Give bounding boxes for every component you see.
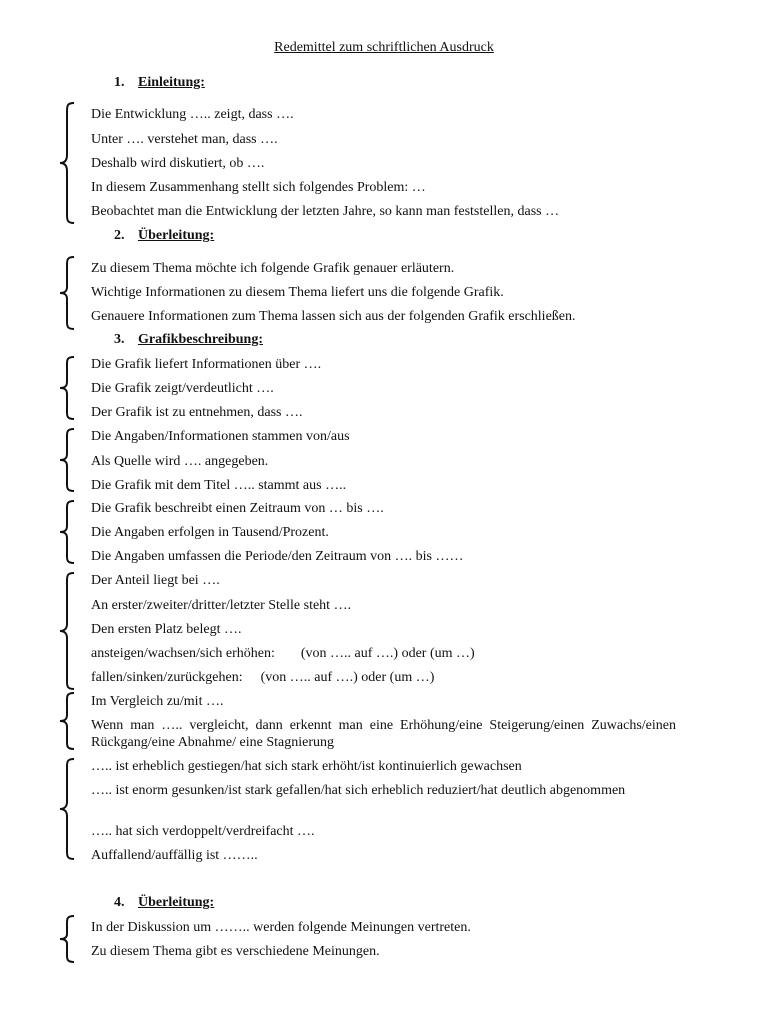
phrase-line: Die Grafik beschreibt einen Zeitraum von … bis ….	[91, 501, 384, 516]
section-title: Überleitung:	[138, 895, 215, 910]
brace-icon	[58, 102, 76, 224]
verb-phrase: ansteigen/wachsen/sich erhöhen:	[91, 646, 275, 661]
phrase-line: ….. hat sich verdoppelt/verdreifacht ….	[91, 824, 315, 839]
brace-icon	[58, 500, 76, 564]
phrase-line: Genauere Informationen zum Thema lassen sich aus der folgenden Grafik erschließen.	[91, 309, 576, 324]
phrase-line: Deshalb wird diskutiert, ob ….	[91, 156, 265, 171]
page-title: Redemittel zum schriftlichen Ausdruck	[274, 40, 494, 55]
phrase-line: Beobachtet man die Entwicklung der letzten Jahre, so kann man feststellen, dass …	[91, 204, 560, 219]
phrase-line: Der Anteil liegt bei ….	[91, 573, 220, 588]
phrase-line: Im Vergleich zu/mit ….	[91, 694, 224, 709]
section-title: Einleitung:	[138, 75, 205, 90]
phrase-line: Auffallend/auffällig ist ……..	[91, 848, 258, 863]
phrase-line: Die Grafik zeigt/verdeutlicht ….	[91, 381, 274, 396]
phrase-line-with-note	[91, 645, 676, 662]
section-heading-4	[114, 895, 214, 911]
brace-icon	[58, 758, 76, 860]
section-title: Grafikbeschreibung:	[138, 332, 263, 347]
phrase-line: Zu diesem Thema gibt es verschiedene Meinungen.	[91, 944, 380, 959]
section-heading-1	[114, 75, 205, 91]
phrase-line: ….. ist enorm gesunken/ist stark gefallen/hat sich erheblich reduziert/hat deutlich abgenommen	[91, 783, 626, 798]
phrase-line: In diesem Zusammenhang stellt sich folgendes Problem: …	[91, 180, 426, 195]
brace-icon	[58, 572, 76, 690]
phrase-note: (von ….. auf ….) oder (um …)	[300, 646, 475, 661]
phrase-line: Als Quelle wird …. angegeben.	[91, 454, 269, 469]
phrase-line: Die Grafik mit dem Titel ….. stammt aus …..	[91, 478, 347, 493]
phrase-line: Die Entwicklung ….. zeigt, dass ….	[91, 107, 294, 122]
phrase-note: (von ….. auf ….) oder (um …)	[260, 670, 435, 685]
phrase-line: Zu diesem Thema möchte ich folgende Grafik genauer erläutern.	[91, 261, 455, 276]
phrase-line-with-note	[91, 669, 676, 686]
section-heading-2	[114, 228, 214, 244]
phrase-line: Die Angaben erfolgen in Tausend/Prozent.	[91, 525, 329, 540]
brace-icon	[58, 256, 76, 330]
phrase-line: ….. ist erheblich gestiegen/hat sich stark erhöht/ist kontinuierlich gewachsen	[91, 759, 522, 774]
section-number: 4.	[114, 895, 125, 910]
phrase-line: In der Diskussion um …….. werden folgende Meinungen vertreten.	[91, 920, 471, 935]
section-title: Überleitung:	[138, 228, 215, 243]
section-heading-3	[114, 332, 263, 348]
phrase-line: Die Angaben umfassen die Periode/den Zeitraum von …. bis ……	[91, 549, 464, 564]
phrase-line: Der Grafik ist zu entnehmen, dass ….	[91, 405, 303, 420]
phrase-line: Unter …. verstehet man, dass ….	[91, 132, 278, 147]
phrase-line: Wenn man ….. vergleicht, dann erkennt man eine Erhöhung/eine Steigerung/einen Zuwachs/einen Rückgang/eine Abnahme/ eine Stagnierung	[91, 718, 676, 750]
phrase-line: Den ersten Platz belegt ….	[91, 622, 242, 637]
brace-icon	[58, 356, 76, 420]
section-number: 2.	[114, 228, 125, 243]
brace-icon	[58, 692, 76, 750]
brace-icon	[58, 915, 76, 963]
brace-icon	[58, 428, 76, 492]
verb-phrase: fallen/sinken/zurückgehen:	[91, 670, 243, 685]
phrase-line: Die Grafik liefert Informationen über ….	[91, 357, 322, 372]
phrase-line: Die Angaben/Informationen stammen von/aus	[91, 429, 350, 444]
section-number: 1.	[114, 75, 125, 90]
phrase-line: An erster/zweiter/dritter/letzter Stelle steht ….	[91, 598, 352, 613]
section-number: 3.	[114, 332, 125, 347]
phrase-line: Wichtige Informationen zu diesem Thema liefert uns die folgende Grafik.	[91, 285, 504, 300]
